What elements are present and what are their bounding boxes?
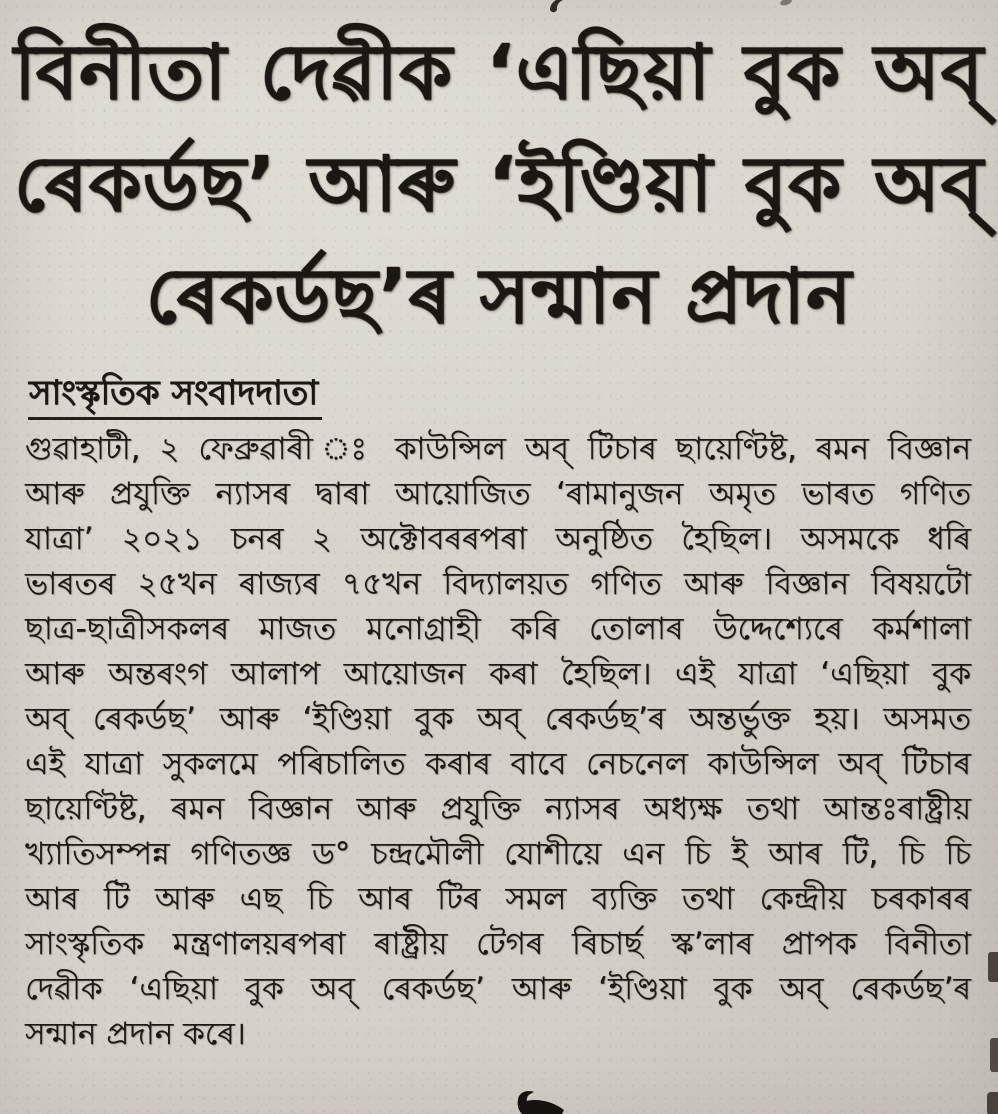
headline-line-1: বিনীতা দেৱীক ‘এছিয়া বুক অব্ bbox=[14, 27, 984, 116]
headline-line-3: ৰেকৰ্ডছ’ৰ সন্মান প্ৰদান bbox=[145, 251, 853, 340]
body-line: ছায়েণ্টিষ্ট, ৰমন বিজ্ঞান আৰু প্ৰযুক্তি ন্যাসৰ অধ্যক্ষ তথা আন্তঃৰাষ্ট্ৰীয় bbox=[25, 791, 971, 827]
byline: সাংস্কৃতিক সংবাদদাতা bbox=[28, 372, 322, 420]
torn-glyph-fragment-top-2 bbox=[778, 0, 794, 8]
body-line: খ্যাতিসম্পন্ন গণিতজ্ঞ ড° চন্দ্ৰমৌলী যোশীয়ে এন চি ই আৰ টি, চি চি bbox=[25, 836, 971, 872]
body-line: আৰু প্ৰযুক্তি ন্যাসৰ দ্বাৰা আয়োজিত ‘ৰামানুজন অমৃত ভাৰত গণিত bbox=[25, 476, 971, 512]
body-line: সন্মান প্ৰদান কৰে। bbox=[25, 1016, 246, 1052]
body-line: যাত্ৰা’ ২০২১ চনৰ ২ অক্টোবৰৰপৰা অনুষ্ঠিত হৈছিল। অসমকে ধৰি bbox=[25, 521, 971, 557]
body-line: ছাত্ৰ-ছাত্ৰীসকলৰ মাজত মনোগ্ৰাহী কৰি তোলাৰ উদ্দেশ্যেৰে কৰ্মশালা bbox=[25, 611, 971, 647]
headline-line-2: ৰেকৰ্ডছ’ আৰু ‘ইণ্ডিয়া বুক অব্ bbox=[14, 139, 984, 228]
cropped-glyph-fragment-right-1 bbox=[988, 952, 998, 982]
body-line: আৰু অন্তৰংগ আলাপ আয়োজন কৰা হৈছিল। এই যাত্ৰা ‘এছিয়া বুক bbox=[25, 656, 971, 692]
body-line: সাংস্কৃতিক মন্ত্ৰণালয়ৰপৰা ৰাষ্ট্ৰীয় টেগৰ ৰিচাৰ্ছ স্ক’লাৰ প্ৰাপক বিনীতা bbox=[25, 926, 971, 962]
body-line: এই যাত্ৰা সুকলমে পৰিচালিত কৰাৰ বাবে নেচনেল কাউন্সিল অব্ টিচাৰ bbox=[25, 746, 971, 782]
body-line: অব্ ৰেকৰ্ডছ’ আৰু ‘ইণ্ডিয়া বুক অব্ ৰেকৰ্ডছ’ৰ অন্তৰ্ভুক্ত হয়। অসমত bbox=[25, 701, 971, 737]
body-line: ভাৰতৰ ২৫খন ৰাজ্যৰ ৭৫খন বিদ্যালয়ত গণিত আৰু বিজ্ঞান বিষয়টো bbox=[25, 566, 971, 602]
body-line: গুৱাহাটী, ২ ফেব্ৰুৱাৰী ঃ কাউন্সিল অব্ টিচাৰ ছায়েণ্টিষ্ট, ৰমন বিজ্ঞান bbox=[25, 431, 971, 467]
ink-smudge-bottom bbox=[510, 1090, 568, 1114]
byline-row bbox=[28, 372, 322, 420]
article-headline bbox=[14, 16, 984, 352]
body-line: দেৱীক ‘এছিয়া বুক অব্ ৰেকৰ্ডছ’ আৰু ‘ইণ্ডিয়া বুক অব্ ৰেকৰ্ডছ’ৰ bbox=[25, 971, 971, 1007]
torn-glyph-fragment-top bbox=[548, 0, 594, 14]
article-body bbox=[25, 427, 971, 1057]
cropped-glyph-fragment-right-2 bbox=[990, 1038, 998, 1072]
body-line: আৰ টি আৰু এছ চি আৰ টিৰ সমল ব্যক্তি তথা কেন্দ্ৰীয় চৰকাৰৰ bbox=[25, 881, 971, 917]
cropped-glyph-fragment-right-3 bbox=[987, 1092, 998, 1114]
